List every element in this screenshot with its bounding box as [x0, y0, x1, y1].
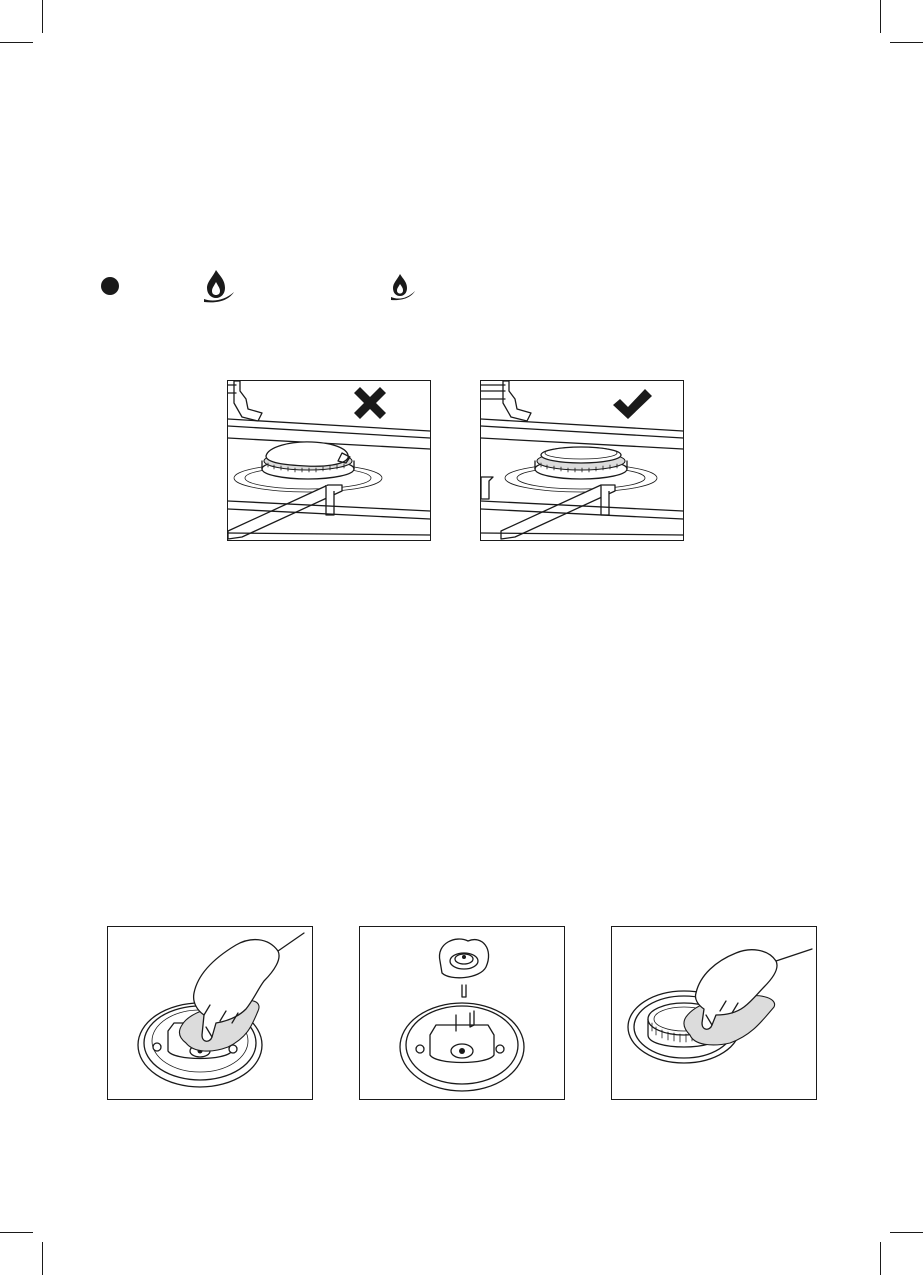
- crop-mark-bottom-left-horizontal: [0, 1232, 33, 1233]
- cross-mark-icon: [353, 386, 385, 418]
- crop-mark-top-right-horizontal: [890, 42, 923, 43]
- crop-mark-top-left-horizontal: [0, 42, 33, 43]
- wipe-burner-base-illustration: [107, 926, 313, 1100]
- crop-mark-top-left-vertical: [42, 0, 43, 33]
- crop-mark-bottom-left-vertical: [42, 1242, 43, 1275]
- large-flame-icon: [202, 268, 236, 304]
- crop-mark-bottom-right-vertical: [880, 1242, 881, 1275]
- wipe-flame-spreader-illustration: [611, 926, 817, 1100]
- bullet-dot-icon: [101, 277, 119, 295]
- crop-mark-bottom-right-horizontal: [890, 1232, 923, 1233]
- burner-cap-aligned-illustration: [480, 380, 684, 541]
- small-flame-icon: [390, 273, 416, 301]
- burner-cap-misaligned-illustration: [227, 380, 431, 541]
- crop-mark-top-right-vertical: [880, 0, 881, 33]
- refit-burner-cap-illustration: [359, 926, 565, 1100]
- check-mark-icon: [610, 386, 646, 418]
